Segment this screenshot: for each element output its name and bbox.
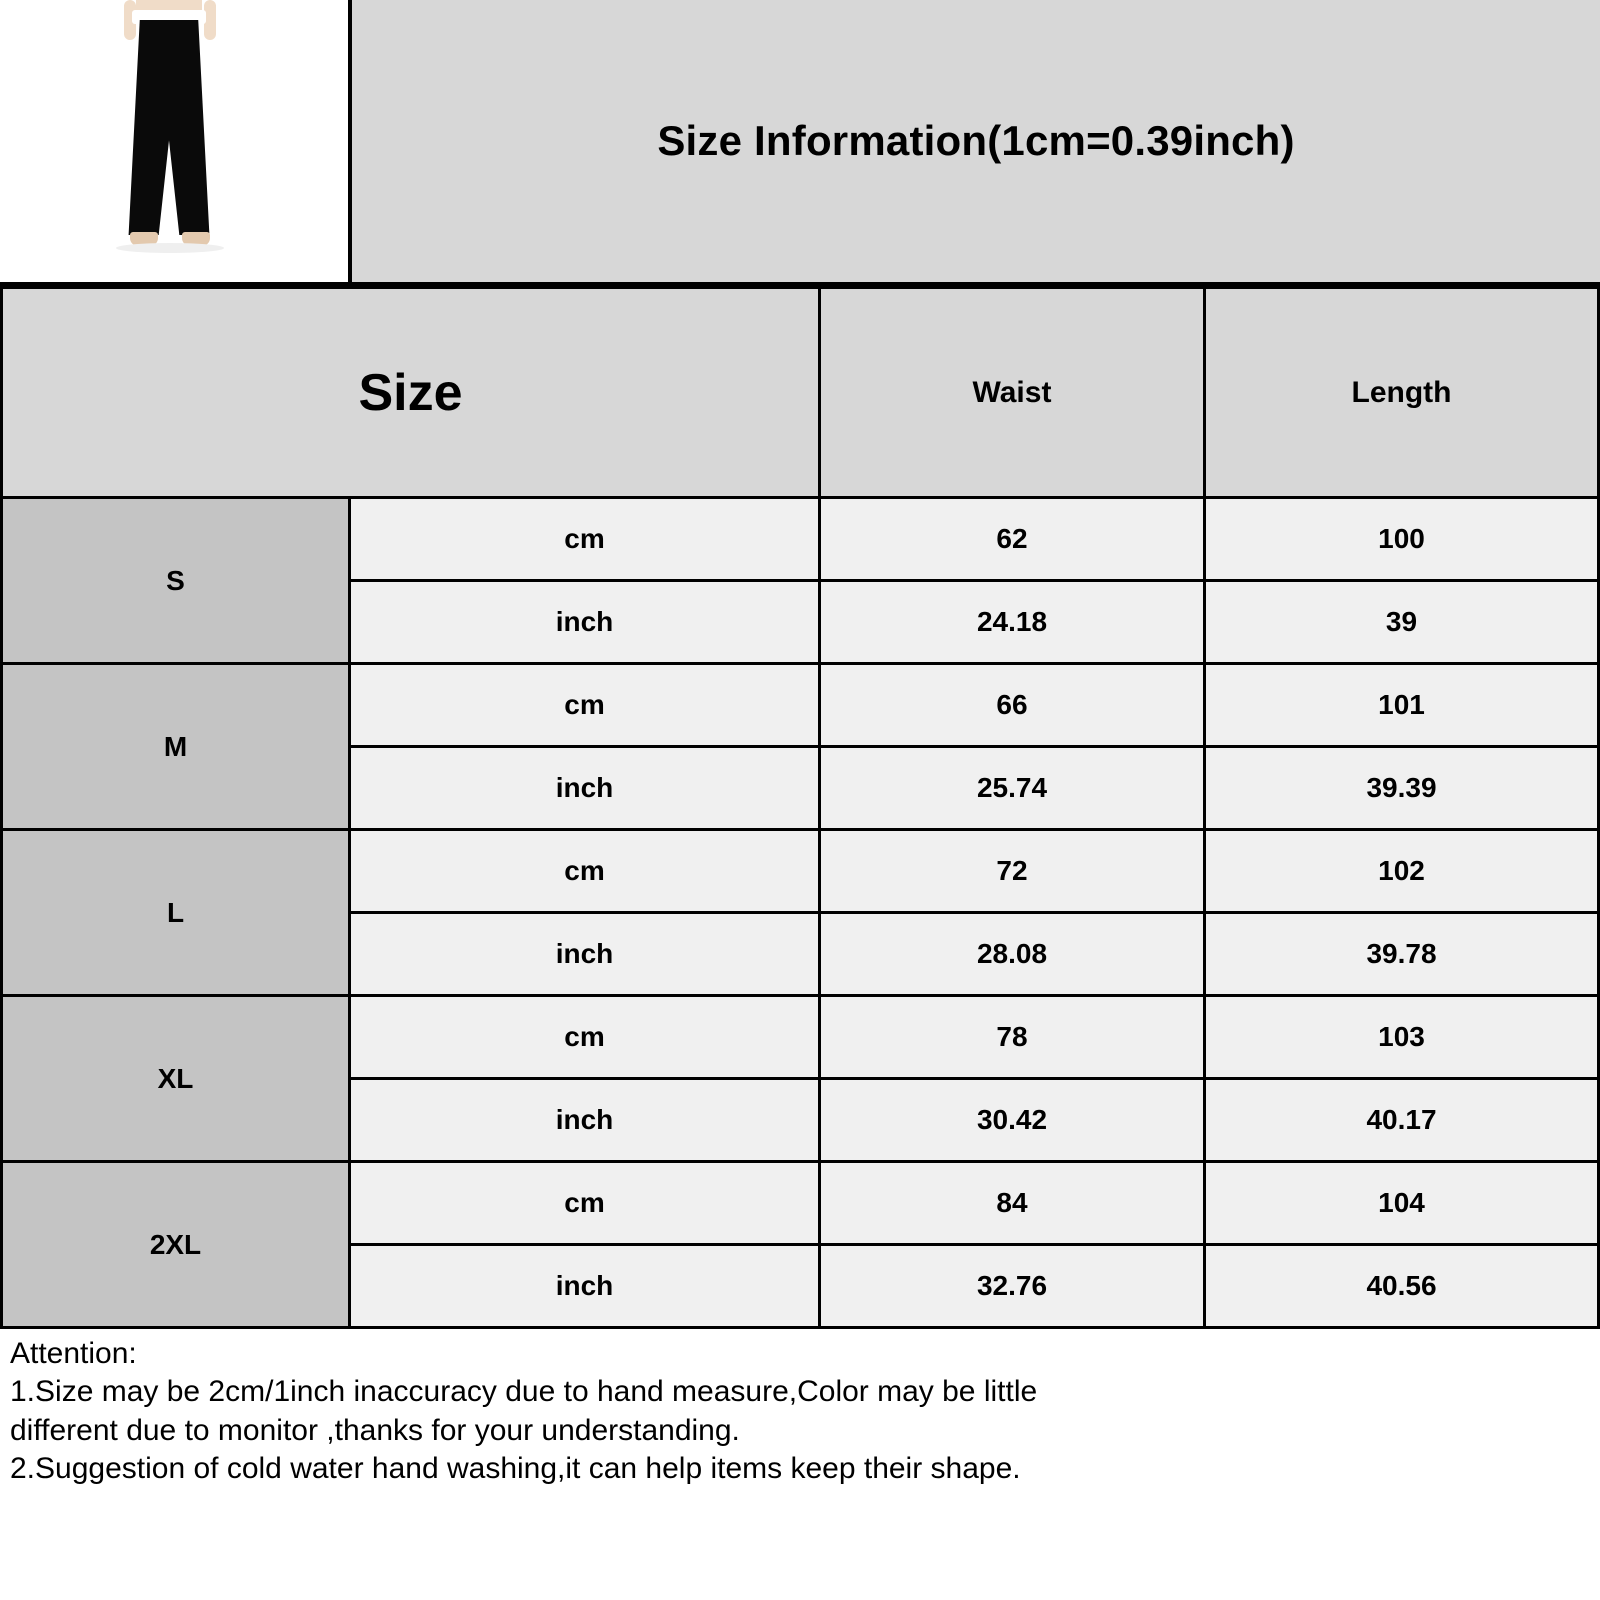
waist-inch: 25.74: [820, 747, 1205, 830]
length-cm: 104: [1205, 1162, 1599, 1245]
column-header-length: Length: [1205, 288, 1599, 498]
size-table: [0, 286, 1600, 1329]
length-inch: 39.78: [1205, 913, 1599, 996]
length-cm: 101: [1205, 664, 1599, 747]
table-row: [2, 830, 1599, 913]
attention-note-1-line-1: 1.Size may be 2cm/1inch inaccuracy due to hand measure,Color may be little: [10, 1375, 1038, 1409]
floor-shadow: [116, 243, 224, 253]
page-title: Size Information(1cm=0.39inch): [657, 117, 1295, 164]
unit-inch: inch: [350, 913, 820, 996]
waist-cm: 78: [820, 996, 1205, 1079]
size-label: S: [2, 498, 350, 664]
unit-inch: inch: [350, 1079, 820, 1162]
waist-cm: 72: [820, 830, 1205, 913]
size-label: M: [2, 664, 350, 830]
length-inch: 39: [1205, 581, 1599, 664]
table-row: [2, 996, 1599, 1079]
waist-inch: 32.76: [820, 1245, 1205, 1328]
unit-cm: cm: [350, 664, 820, 747]
table-row: [2, 498, 1599, 581]
unit-cm: cm: [350, 996, 820, 1079]
table-row: [2, 664, 1599, 747]
attention-note-2: 2.Suggestion of cold water hand washing,it can help items keep their shape.: [10, 1452, 1021, 1486]
length-inch: 40.56: [1205, 1245, 1599, 1328]
unit-inch: inch: [350, 747, 820, 830]
attention-label: Attention:: [10, 1337, 137, 1370]
waist-inch: 28.08: [820, 913, 1205, 996]
length-cm: 100: [1205, 498, 1599, 581]
length-cm: 103: [1205, 996, 1599, 1079]
waist-cm: 84: [820, 1162, 1205, 1245]
length-inch: 39.39: [1205, 747, 1599, 830]
unit-inch: inch: [350, 1245, 820, 1328]
waist-inch: 30.42: [820, 1079, 1205, 1162]
length-cm: 102: [1205, 830, 1599, 913]
waist-cm: 66: [820, 664, 1205, 747]
size-label: 2XL: [2, 1162, 350, 1328]
flare-pants: [126, 20, 212, 235]
size-label: L: [2, 830, 350, 996]
unit-inch: inch: [350, 581, 820, 664]
waist-inch: 24.18: [820, 581, 1205, 664]
product-photo: [8, 0, 300, 282]
size-label: XL: [2, 996, 350, 1162]
header-band: [0, 0, 1600, 286]
attention-note-1-line-2: different due to monitor ,thanks for your understanding.: [10, 1413, 740, 1447]
title-cell: [352, 0, 1600, 282]
attention-block: [0, 1329, 1600, 1489]
product-photo-cell: [0, 0, 352, 282]
column-header-size: Size: [2, 288, 820, 498]
unit-cm: cm: [350, 498, 820, 581]
unit-cm: cm: [350, 830, 820, 913]
unit-cm: cm: [350, 1162, 820, 1245]
length-inch: 40.17: [1205, 1079, 1599, 1162]
column-header-waist: Waist: [820, 288, 1205, 498]
waist-cm: 62: [820, 498, 1205, 581]
table-row: [2, 1162, 1599, 1245]
model-illustration-icon: [8, 0, 300, 282]
table-header-row: [2, 288, 1599, 498]
